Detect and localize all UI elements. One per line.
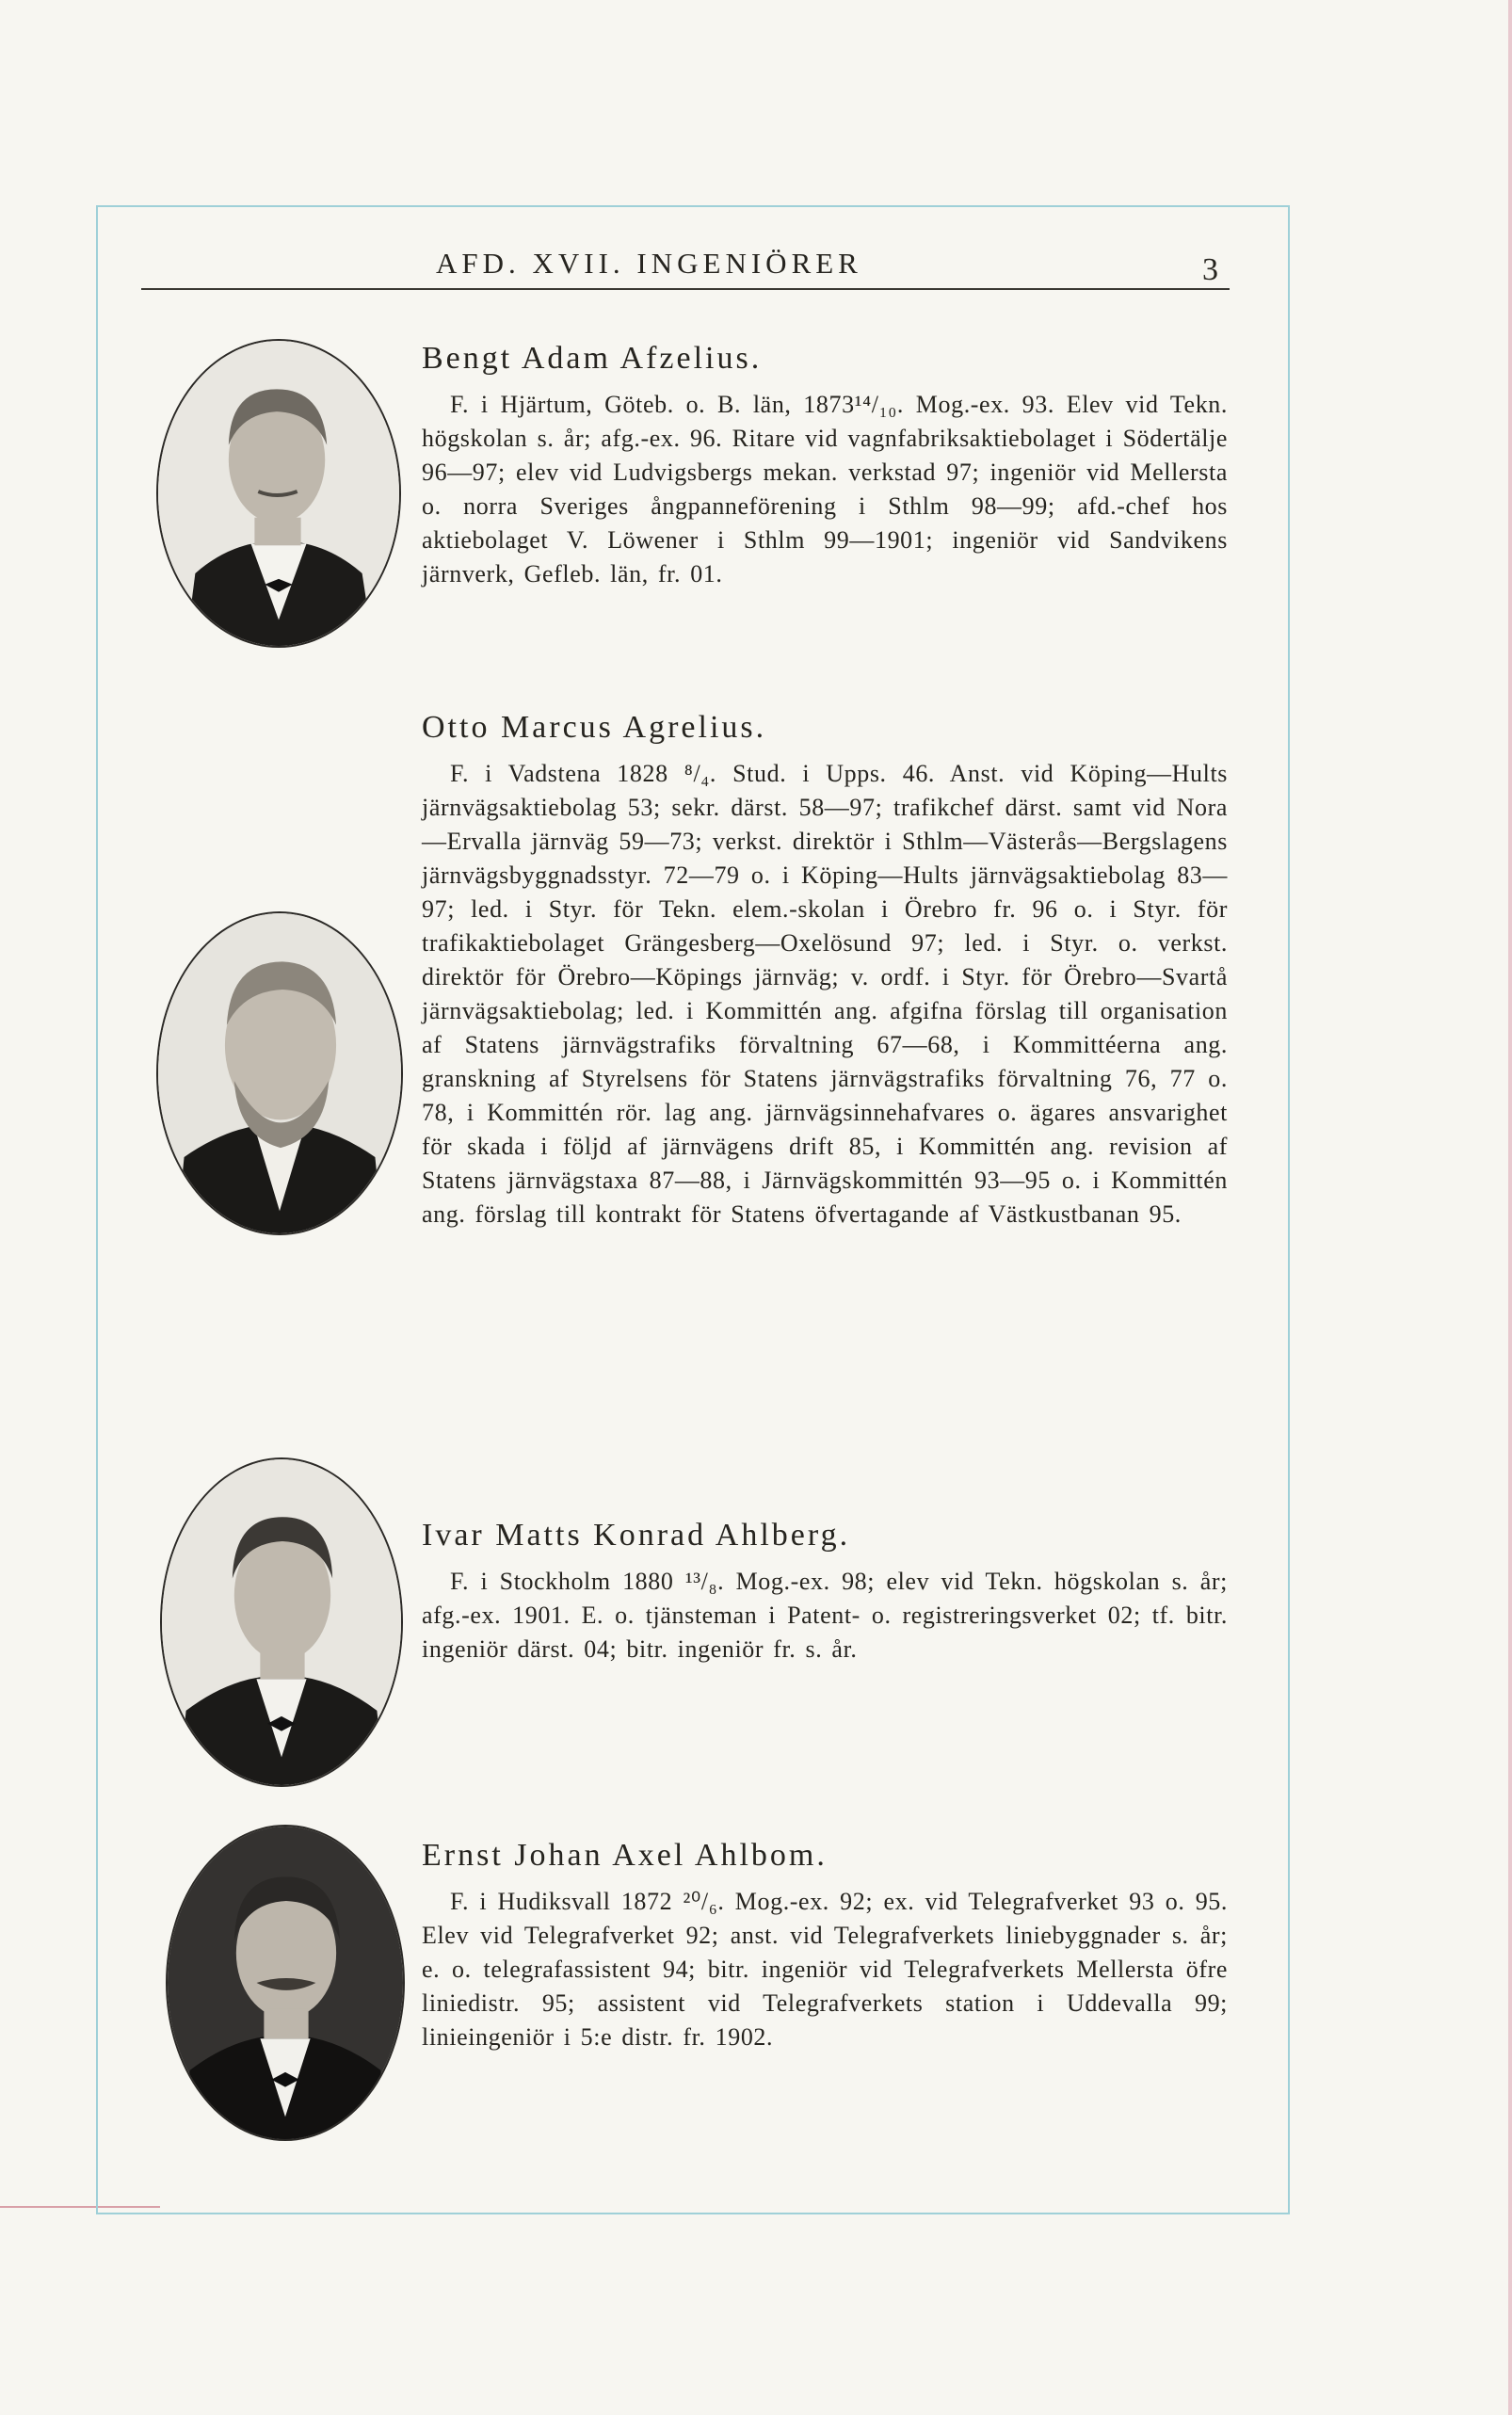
page-edge (1508, 0, 1512, 2415)
biography-text: F. i Stockholm 1880 ¹³/₈. Mog.-ex. 98; elev vid Tekn. högskolan s. år; afg.-ex. 1901. E. o. tjänsteman i Patent- o. registreringsverket 02; tf. bitr. ingeniör därst. 04; bitr. ingeniör fr. s. år. (422, 1568, 1228, 1663)
biography-text: F. i Hudiksvall 1872 ²⁰/₆. Mog.-ex. 92; ex. vid Telegrafverket 93 o. 95. Elev vid Telegrafverket 92; anst. vid Telegrafverkets liniebyggnader s. år; e. o. telegrafassistent 94; bitr. ingeniör vid Telegrafverkets Mellersta öfre liniedistr. 95; assistent vid Telegrafverkets station i Uddevalla 99; linieingeniör i 5:e distr. fr. 1902. (422, 1888, 1228, 2051)
portrait-photo (160, 1457, 403, 1787)
portrait-photo (156, 339, 401, 648)
biography-entry (141, 708, 1233, 1461)
biography-text: F. i Vadstena 1828 ⁸/₄. Stud. i Upps. 46. Anst. vid Köping—Hults järnvägsaktiebolag 53; sekr. därst. 58—97; trafikchef därst. samt vid Nora—Ervalla järnväg 59—73; verkst. direktör i Sthlm—Västerås—Bergslagens järnvägsbyggnadsstyr. 72—79 o. i Köping—Hults järnvägsaktiebolag 83—97; led. i Styr. för Tekn. elem.-skolan i Örebro fr. 96 o. i Styr. för trafikaktiebolaget Grängesberg—Oxelösund 97; led. i Styr. o. verkst. direktör för Örebro—Köpings järnväg; v. ordf. i Styr. för Örebro—Svartå järnvägsaktiebolag; led. i Kommittén ang. afgifna förslag till organisation af Statens järnvägstrafiks förvaltning 67—68, i Kommittéerna ang. granskning af Styrelsens för Statens järnvägstrafiks förvaltning 76, 77 o. 78, i Kommittén rör. lag ang. järnvägsinnehafvares o. ägares ansvarighet för skada i följd af järnvägens drift 85, i Kommittén ang. revision af Statens järnvägstaxa 87—88, i Järnvägskommittén 93—95 o. i Kommittén ang. förslag till kontrakt för Statens öfvertagande af Västkustbanan 95. (422, 760, 1228, 1228)
biography-entry (141, 339, 1233, 697)
page-number: 3 (1202, 252, 1218, 287)
running-header (141, 241, 1230, 290)
person-name: Ernst Johan Axel Ahlbom. (422, 1838, 828, 1873)
section-title: AFD. XVII. INGENIÖRER (436, 247, 862, 280)
biography-entry (141, 1836, 1233, 2147)
portrait-photo (156, 911, 403, 1235)
person-name: Ivar Matts Konrad Ahlberg. (422, 1518, 851, 1553)
biography-entry (141, 1516, 1233, 1798)
person-name: Bengt Adam Afzelius. (422, 341, 763, 376)
person-name: Otto Marcus Agrelius. (422, 710, 767, 745)
biography-text: F. i Hjärtum, Göteb. o. B. län, 1873¹⁴/₁₀. Mog.-ex. 93. Elev vid Tekn. högskolan s. år; afg.-ex. 96. Ritare vid vagnfabriksaktiebolaget i Södertälje 96—97; elev vid Ludvigsbergs mekan. verkstad 97; ingeniör vid Mellersta o. norra Sveriges ångpanneförening i Sthlm 98—99; afd.-chef hos aktiebolaget V. Löwener i Sthlm 99—1901; ingeniör vid Sandvikens järnverk, Gefleb. län, fr. 01. (422, 391, 1228, 588)
portrait-photo (166, 1825, 405, 2141)
